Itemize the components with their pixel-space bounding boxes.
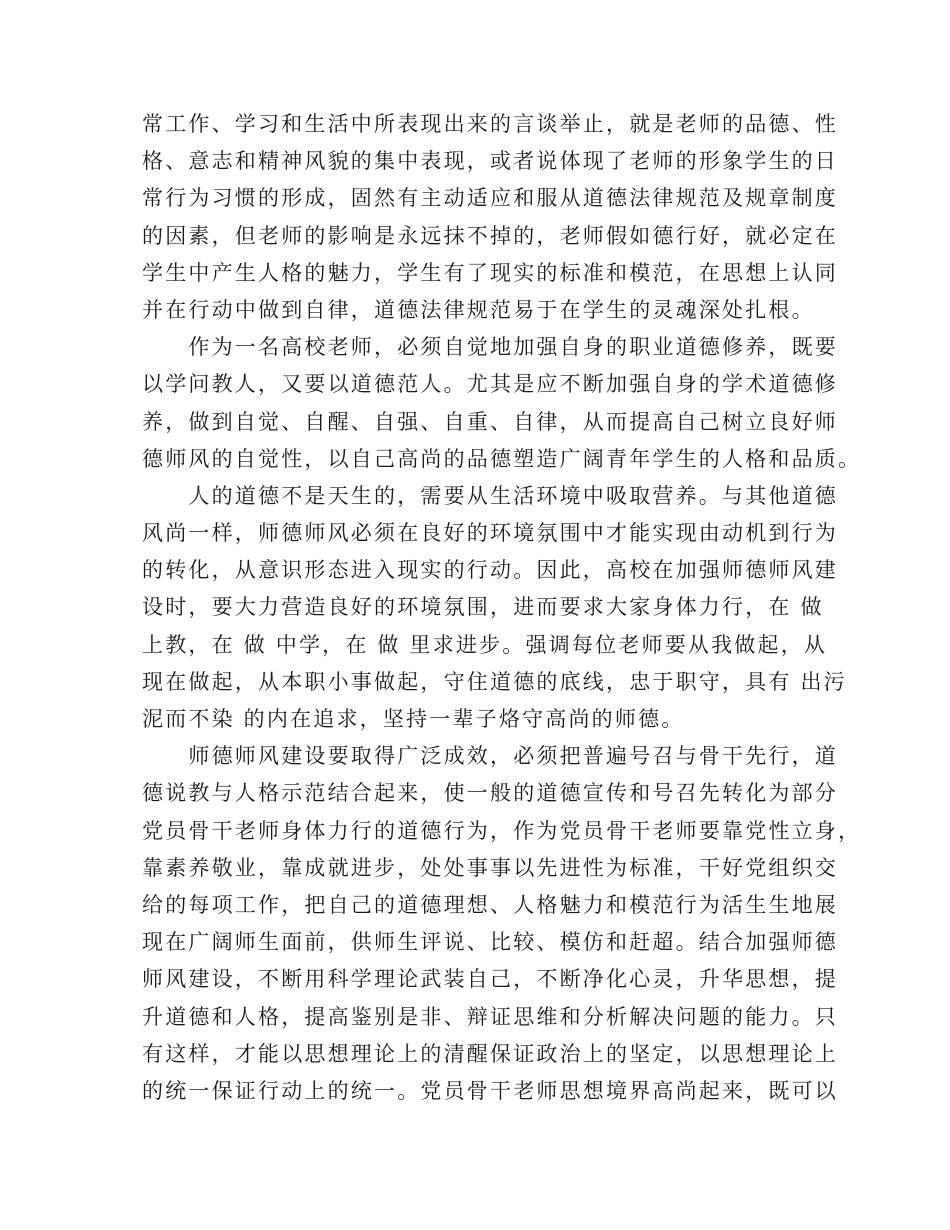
paragraph-1 [142, 106, 838, 329]
paragraph-2 [142, 329, 862, 478]
text-line: 德说教与人格示范结合起来，使一般的道德宣传和号召先转化为部分 [142, 781, 838, 806]
text-line: 风尚一样，师德师风必须在良好的环境氛围中才能实现由动机到行为 [142, 521, 838, 546]
text-line: 升道德和人格，提高鉴别是非、辩证思维和分析解决问题的能力。只 [142, 1004, 838, 1029]
text-line: 设时，要大力营造良好的环境氛围，进而要求大家身体力行，在 做 [142, 595, 824, 620]
text-line: 养，做到自觉、自醒、自强、自重、自律，从而提高自己树立良好师 [142, 409, 838, 434]
text-line: 人的道德不是天生的，需要从生活环境中吸取营养。与其他道德 [142, 483, 838, 508]
text-line: 作为一名高校老师，必须自觉地加强自身的职业道德修养，既要 [142, 335, 838, 360]
text-line: 给的每项工作，把自己的道德理想、人格魅力和模范行为活生生地展 [142, 892, 838, 917]
text-line: 常行为习惯的形成，固然有主动适应和服从道德法律规范及规章制度 [142, 186, 838, 211]
text-line: 并在行动中做到自律，道德法律规范易于在学生的灵魂深处扎根。 [142, 297, 815, 322]
text-line: 靠素养敬业，靠成就进步，处处事事以先进性为标准，干好党组织交 [142, 855, 838, 880]
document-body [142, 106, 862, 1110]
text-line: 常工作、学习和生活中所表现出来的言谈举止，就是老师的品德、性 [142, 112, 838, 136]
text-line: 上教，在 做 中学，在 做 里求进步。强调每位老师要从我做起，从 [142, 632, 828, 657]
text-line: 以学问教人，又要以道德范人。尤其是应不断加强自身的学术道德修 [142, 372, 838, 397]
text-line: 现在做起，从本职小事做起，守住道德的底线，忠于职守，具有 出污 [142, 669, 847, 694]
text-line: 现在广阔师生面前，供师生评说、比较、模仿和赶超。结合加强师德 [142, 930, 838, 955]
text-line: 师风建设，不断用科学理论武装自己，不断净化心灵，升华思想，提 [142, 967, 838, 992]
text-line: 泥而不染 的内在追求，坚持一辈子烙守高尚的师德。 [142, 707, 685, 731]
text-line: 师德师风建设要取得广泛成效，必须把普遍号召与骨干先行，道 [142, 744, 838, 769]
text-line: 的统一保证行动上的统一。党员骨干老师思想境界高尚起来，既可以 [142, 1078, 838, 1103]
text-line: 格、意志和精神风貌的集中表现，或者说体现了老师的形象学生的日 [142, 149, 838, 174]
text-line: 的因素，但老师的影响是永远抹不掉的，老师假如德行好，就必定在 [142, 223, 838, 248]
text-line: 的转化，从意识形态进入现实的行动。因此，高校在加强师德师风建 [142, 558, 838, 583]
paragraph-3 [142, 478, 847, 738]
text-line: 学生中产生人格的魅力，学生有了现实的标准和模范，在思想上认同 [142, 260, 838, 285]
text-line: 党员骨干老师身体力行的道德行为，作为党员骨干老师要靠党性立身， [142, 818, 862, 843]
paragraph-4 [142, 738, 862, 1110]
text-line: 有这样，才能以思想理论上的清醒保证政治上的坚定，以思想理论上 [142, 1041, 838, 1066]
text-line: 德师风的自觉性，以自己高尚的品德塑造广阔青年学生的人格和品质。 [142, 446, 862, 471]
